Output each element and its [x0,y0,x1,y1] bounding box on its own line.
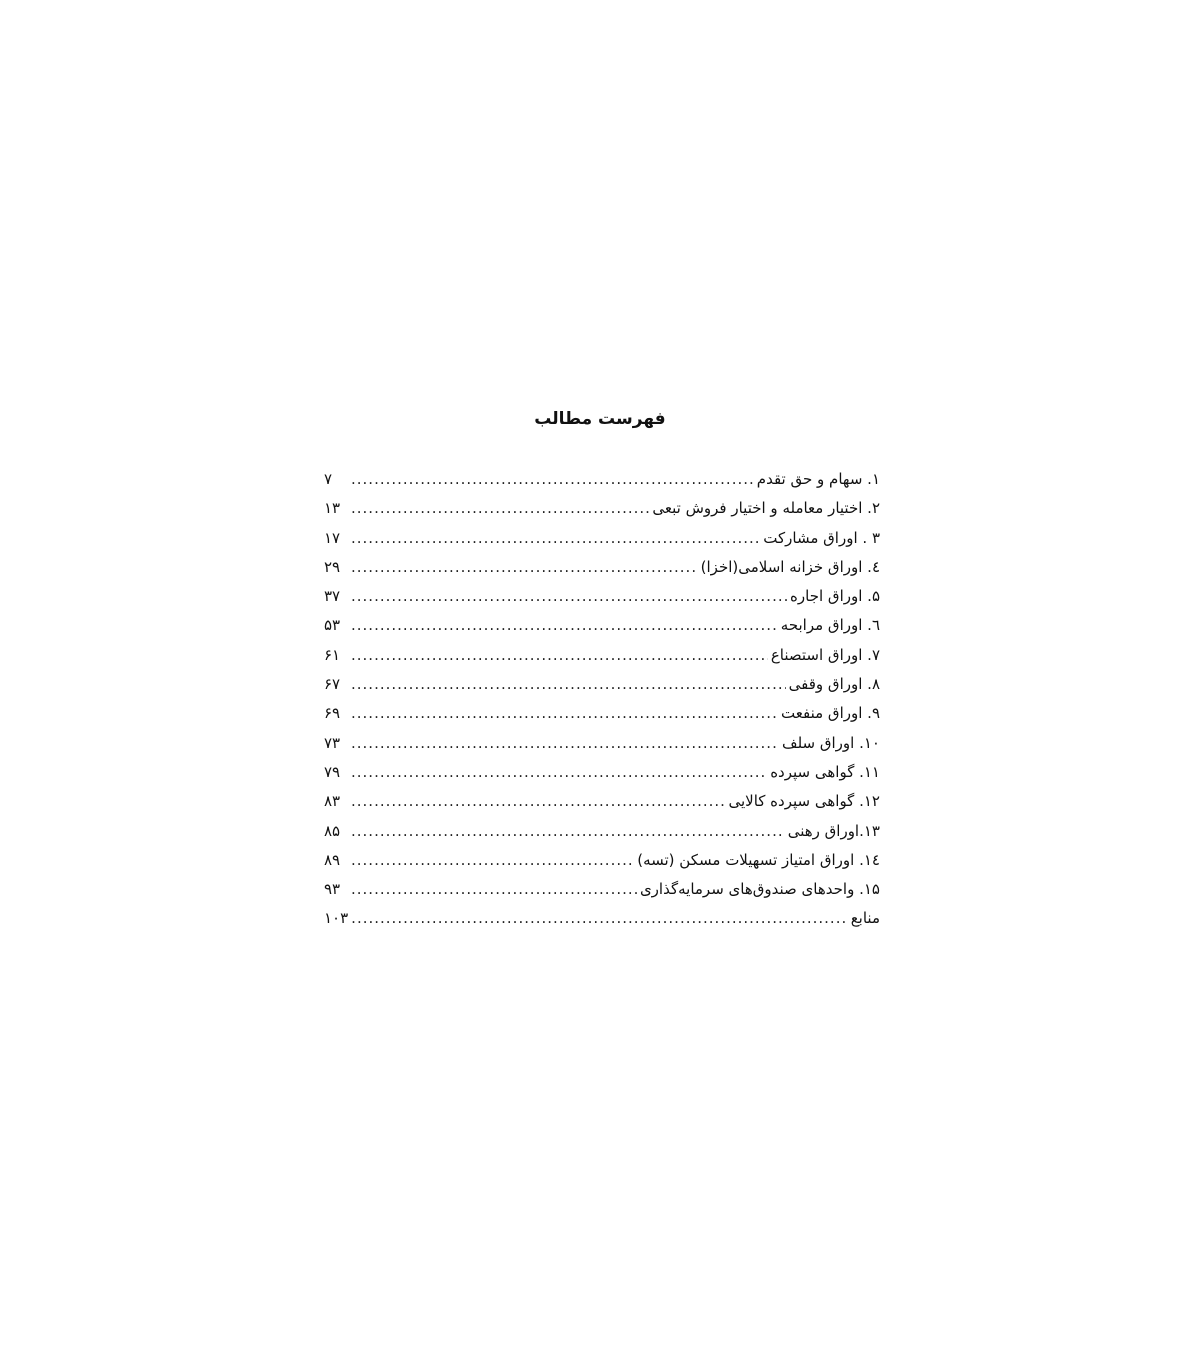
page-title: فهرست مطالب [534,409,666,429]
toc-entry-page-number: ۵۳ [324,616,341,635]
toc-entry [324,787,880,816]
dot-leader [351,875,637,904]
toc-entry-title: ۷. اوراق استصناع [770,645,880,664]
toc-entry-title: ۲. اختیار معامله و اختیار فروش تبعی [652,499,880,518]
dot-leader [351,729,779,758]
toc-entry-page-number: ۶۷ [324,675,341,694]
dot-leader [351,817,785,846]
dot-leader [351,553,698,582]
dot-leader [351,582,787,611]
toc-entry [324,641,880,670]
toc-entry-page-number: ۷۹ [324,762,341,781]
dot-leader [351,758,767,787]
toc-entry-page-number: ۱۷ [324,528,341,547]
toc-entry-title: ٦. اوراق مرابحه [780,616,880,635]
toc-entry-title: ۱۵. واحدهای صندوق‌های سرمایه‌گذاری [639,880,880,899]
toc-entry-page-number: ۳۷ [324,587,341,606]
toc-entry-title: ۱۳.اوراق رهنی [787,821,880,840]
toc-entry [324,494,880,523]
toc-entry-title: ۱. سهام و حق تقدم [756,470,880,488]
toc-entry-page-number: ۷ [324,470,333,488]
toc-entry [324,582,880,611]
toc-entry-title: ۱۱. گواهی سپرده [770,762,880,781]
dot-leader [351,524,760,553]
toc-entry [324,846,880,875]
dot-leader [351,611,778,640]
toc-entry-page-number: ۸۹ [324,850,341,869]
toc-entry-title: منابع [850,909,880,928]
toc-entry [324,817,880,846]
toc-entry-page-number: ۹۳ [324,880,341,899]
toc-entry-title: ۱۲. گواهی سپرده کالایی [728,792,880,811]
dot-leader [351,787,725,816]
toc-entry [324,729,880,758]
dot-leader [351,494,649,523]
dot-leader [351,641,768,670]
toc-entry [324,699,880,728]
dot-leader [351,846,634,875]
toc-entry-title: ١٤. اوراق امتیاز تسهیلات مسکن (تسه) [637,850,880,869]
table-of-contents [324,465,880,934]
toc-entry-title: ۵. اوراق اجاره [790,587,880,606]
toc-entry-title: ۱۰. اوراق سلف [782,733,880,752]
toc-entry-page-number: ۱۳ [324,499,341,518]
toc-entry-page-number: ۶۱ [324,645,341,664]
toc-entry [324,465,880,494]
dot-leader [351,465,754,494]
dot-leader [351,670,786,699]
toc-entry-page-number: ۷۳ [324,733,341,752]
toc-entry [324,758,880,787]
dot-leader [351,699,778,728]
toc-entry-page-number: ۶۹ [324,704,341,723]
toc-entry [324,553,880,582]
toc-entry [324,904,880,933]
toc-entry-title: ۹. اوراق منفعت [781,704,880,723]
toc-entry-title: ٤. اوراق خزانه اسلامی(اخزا) [700,557,880,576]
dot-leader [351,904,848,933]
toc-entry-page-number: ۸۵ [324,821,341,840]
toc-entry-page-number: ۱۰۳ [324,909,349,928]
toc-entry-title: ۳ . اوراق مشارکت [763,528,880,547]
toc-entry-title: ۸. اوراق وقفی [788,675,880,694]
toc-entry [324,524,880,553]
toc-entry-page-number: ۸۳ [324,792,341,811]
toc-entry-page-number: ۲۹ [324,557,341,576]
toc-entry [324,875,880,904]
toc-entry [324,611,880,640]
toc-entry [324,670,880,699]
